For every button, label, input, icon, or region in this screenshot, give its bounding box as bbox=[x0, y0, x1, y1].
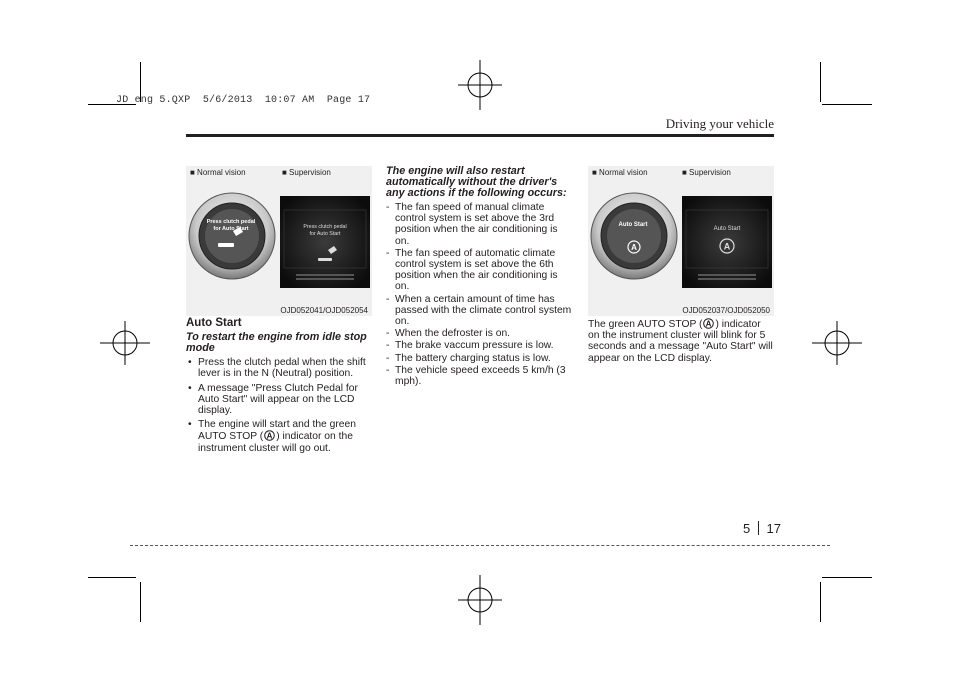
crop-mark bbox=[822, 577, 872, 578]
crop-mark bbox=[88, 577, 136, 578]
supervision-background bbox=[682, 196, 772, 288]
restart-list bbox=[386, 202, 574, 387]
list-item: - The brake vaccum pressure is low. bbox=[386, 340, 574, 351]
list-item: - When the defroster is on. bbox=[386, 328, 574, 339]
normal-vision-message: Auto Start bbox=[618, 222, 648, 228]
crop-mark bbox=[822, 104, 872, 105]
crop-mark bbox=[820, 62, 821, 102]
message-line-1: Press clutch pedal bbox=[206, 219, 256, 225]
supervision-display bbox=[280, 196, 370, 288]
step-text-post: ) indicator on the instrument cluster will go out. bbox=[198, 431, 353, 454]
page-number-value: 17 bbox=[766, 521, 781, 536]
svg-text:A: A bbox=[266, 432, 273, 442]
page-number bbox=[743, 521, 781, 536]
legend-normal-vision: ■ Normal vision bbox=[592, 168, 648, 177]
normal-vision-gauge bbox=[188, 191, 276, 281]
svg-text:A: A bbox=[631, 243, 637, 252]
page-separator bbox=[758, 521, 759, 535]
message-line-2: for Auto Start bbox=[309, 231, 341, 237]
registration-mark-right bbox=[812, 315, 862, 371]
legend-supervision: ■ Supervision bbox=[682, 168, 731, 177]
auto-stop-icon bbox=[263, 430, 276, 441]
legend-supervision: ■ Supervision bbox=[282, 168, 331, 177]
list-item: - The battery charging status is low. bbox=[386, 353, 574, 364]
indicator-note bbox=[588, 318, 774, 364]
registration-mark-bottom bbox=[452, 575, 508, 625]
section-title: Driving your vehicle bbox=[665, 116, 774, 131]
legend-normal-vision: ■ Normal vision bbox=[190, 168, 246, 177]
list-item: - The fan speed of manual climate control system is set above the 3rd position when the air conditioning is on. bbox=[386, 202, 574, 247]
figure-right bbox=[588, 166, 774, 316]
auto-stop-icon bbox=[702, 318, 715, 329]
chapter-number: 5 bbox=[743, 521, 751, 536]
restart-conditions bbox=[386, 166, 574, 388]
list-item bbox=[186, 419, 372, 454]
step-text: Press the clutch pedal when the shift lever is in the N (Neutral) position. bbox=[198, 357, 366, 380]
print-slug: JD eng 5.QXP 5/6/2013 10:07 AM Page 17 bbox=[116, 95, 371, 106]
normal-vision-gauge bbox=[590, 191, 678, 281]
registration-mark-top bbox=[452, 60, 508, 110]
list-item bbox=[186, 357, 372, 379]
figure-caption: OJD052041/OJD052054 bbox=[280, 306, 368, 315]
note-text-pre: The green AUTO STOP ( bbox=[588, 319, 703, 330]
crop-mark bbox=[140, 582, 141, 622]
list-item: - When a certain amount of time has passed with the climate control system on. bbox=[386, 294, 574, 328]
auto-start-steps bbox=[186, 357, 372, 454]
supervision-background bbox=[280, 196, 370, 288]
list-item: - The vehicle speed exceeds 5 km/h (3 mph). bbox=[386, 365, 574, 387]
svg-text:A: A bbox=[706, 319, 712, 329]
supervision-message: Auto Start bbox=[713, 226, 741, 232]
figure-left bbox=[186, 166, 372, 316]
auto-start-subheading: To restart the engine from idle stop mode bbox=[186, 331, 367, 355]
normal-vision-message bbox=[200, 219, 262, 233]
svg-text:A: A bbox=[723, 241, 731, 252]
step-text-pre: The engine will start and the green AUTO STOP ( bbox=[198, 419, 356, 443]
auto-start-section bbox=[186, 318, 372, 457]
message-line-1: Press clutch pedal bbox=[303, 224, 347, 230]
footer-rule bbox=[130, 545, 830, 546]
supervision-message bbox=[280, 224, 370, 238]
message-line-2: for Auto Start bbox=[213, 226, 249, 232]
restart-heading: The engine will also restart automatically without the driver's any actions if the following occurs: bbox=[386, 165, 567, 199]
header-rule bbox=[186, 134, 774, 137]
crop-mark bbox=[820, 582, 821, 622]
auto-start-heading: Auto Start bbox=[186, 317, 242, 329]
note-text-post: ) indicator on the instrument cluster will blink for 5 seconds and a message "Auto Start" will appear on the LCD display. bbox=[588, 319, 773, 364]
list-item bbox=[186, 383, 372, 417]
supervision-display bbox=[682, 196, 772, 288]
registration-mark-left bbox=[100, 315, 150, 371]
figure-caption: OJD052037/OJD052050 bbox=[682, 306, 770, 315]
list-item: - The fan speed of automatic climate control system is set above the 6th position when the air conditioning is on. bbox=[386, 248, 574, 293]
step-text: A message "Press Clutch Pedal for Auto Start" will appear on the LCD display. bbox=[198, 382, 358, 417]
